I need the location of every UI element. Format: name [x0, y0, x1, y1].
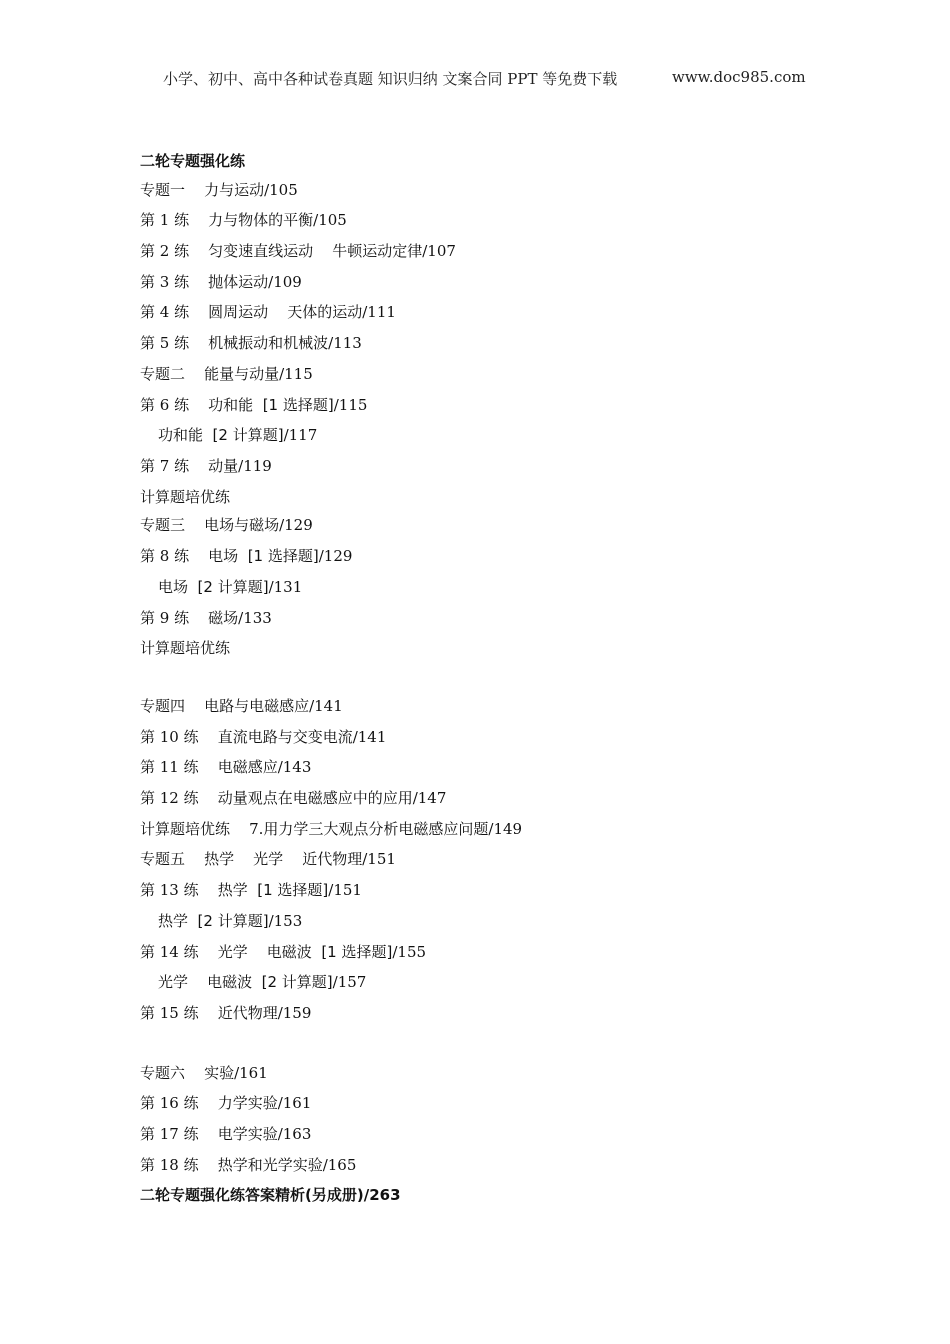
toc-entry-text: 第 17 练 电学实验/163 [140, 1125, 312, 1143]
toc-entry-tag: [2 计算题] [197, 578, 269, 596]
toc-entry [140, 301, 396, 323]
toc-entry-text: 光学 电磁波 [158, 973, 262, 991]
toc-entry-text: 热学 [158, 912, 198, 930]
toc-entry [140, 363, 313, 385]
toc-entry-text: 第 10 练 直流电路与交变电流/141 [140, 728, 387, 746]
toc-entry-text: 专题六 实验/161 [140, 1064, 268, 1082]
toc-entry [140, 545, 352, 567]
toc-entry [158, 971, 366, 993]
toc-entry [140, 271, 302, 293]
toc-entry-text: 第 5 练 机械振动和机械波/113 [140, 334, 362, 352]
toc-entry [140, 607, 272, 629]
toc-entry-page: /151 [328, 881, 362, 899]
toc-entry-text: 专题一 力与运动/105 [140, 181, 298, 199]
toc-entry [140, 150, 245, 172]
toc-entry-text: 二轮专题强化练答案精析(另成册)/263 [140, 1186, 401, 1204]
toc-entry [140, 514, 313, 536]
toc-entry [140, 394, 367, 416]
toc-entry-text: 专题三 电场与磁场/129 [140, 516, 313, 534]
toc-entry-text: 第 2 练 匀变速直线运动 牛顿运动定律/107 [140, 242, 456, 260]
toc-entry-tag: [1 选择题] [262, 396, 334, 414]
page-header [0, 68, 950, 92]
toc-entry [140, 879, 362, 901]
toc-entry-page: /153 [268, 912, 303, 930]
toc-entry-text: 第 14 练 光学 电磁波 [140, 943, 322, 961]
toc-entry-text: 第 11 练 电磁感应/143 [140, 758, 312, 776]
toc-entry [158, 910, 302, 932]
toc-entry-text: 第 8 练 电场 [140, 547, 248, 565]
toc-entry [140, 818, 522, 840]
toc-entry-page: /115 [333, 396, 368, 414]
toc-entry-text: 计算题培优练 [140, 639, 231, 657]
toc-entry-text: 专题四 电路与电磁感应/141 [140, 697, 343, 715]
toc-entry-text: 第 4 练 圆周运动 天体的运动/111 [140, 303, 396, 321]
toc-entry-page: /155 [392, 943, 427, 961]
toc-entry-tag: [1 选择题] [247, 547, 319, 565]
toc-entry-text: 二轮专题强化练 [140, 152, 246, 170]
toc-entry-text: 第 16 练 力学实验/161 [140, 1094, 312, 1112]
toc-entry-text: 计算题培优练 [140, 488, 231, 506]
toc-entry [140, 695, 343, 717]
toc-entry-tag: [2 计算题] [197, 912, 269, 930]
header-website-link[interactable]: www.doc985.com [672, 68, 806, 86]
toc-entry [140, 240, 456, 262]
toc-entry [140, 1154, 356, 1176]
toc-entry [140, 1092, 311, 1114]
toc-entry-page: /157 [332, 973, 367, 991]
header-promo-text: 小学、初中、高中各种试卷真题 知识归纳 文案合同 PPT 等免费下载 [163, 70, 618, 88]
toc-entry-text: 功和能 [158, 426, 213, 444]
toc-entry-text: 电场 [158, 578, 198, 596]
toc-entry-page: /117 [283, 426, 318, 444]
toc-entry-text: 第 12 练 动量观点在电磁感应中的应用/147 [140, 789, 447, 807]
toc-entry [140, 726, 386, 748]
toc-entry [140, 179, 298, 201]
toc-entry-page: /131 [268, 578, 303, 596]
toc-entry [140, 455, 272, 477]
toc-entry-tag: [2 计算题] [212, 426, 284, 444]
toc-entry-text: 第 3 练 抛体运动/109 [140, 273, 302, 291]
toc-entry [158, 576, 302, 598]
toc-entry-text: 第 1 练 力与物体的平衡/105 [140, 211, 347, 229]
toc-entry [140, 1123, 311, 1145]
toc-entry [140, 209, 347, 231]
toc-entry-text: 计算题培优练 7.用力学三大观点分析电磁感应问题/149 [140, 820, 523, 838]
toc-entry-text: 第 15 练 近代物理/159 [140, 1004, 312, 1022]
toc-entry [140, 637, 230, 659]
toc-entry-tag: [1 选择题] [257, 881, 329, 899]
toc-entry-text: 第 18 练 热学和光学实验/165 [140, 1156, 357, 1174]
toc-entry-text: 第 9 练 磁场/133 [140, 609, 272, 627]
toc-entry-text: 第 6 练 功和能 [140, 396, 263, 414]
toc-entry [140, 756, 311, 778]
toc-entry-page: /129 [318, 547, 353, 565]
toc-entry-text: 第 7 练 动量/119 [140, 457, 272, 475]
toc-entry-text: 专题五 热学 光学 近代物理/151 [140, 850, 396, 868]
toc-entry-tag: [1 选择题] [321, 943, 393, 961]
toc-entry [140, 1062, 268, 1084]
toc-entry-text: 专题二 能量与动量/115 [140, 365, 313, 383]
toc-entry [140, 1184, 401, 1206]
toc-entry-tag: [2 计算题] [261, 973, 333, 991]
toc-entry [140, 486, 230, 508]
toc-entry [140, 941, 426, 963]
toc-entry [140, 848, 396, 870]
toc-entry [140, 1002, 311, 1024]
toc-entry [140, 787, 446, 809]
toc-entry-text: 第 13 练 热学 [140, 881, 258, 899]
toc-entry [140, 332, 362, 354]
toc-entry [158, 424, 317, 446]
